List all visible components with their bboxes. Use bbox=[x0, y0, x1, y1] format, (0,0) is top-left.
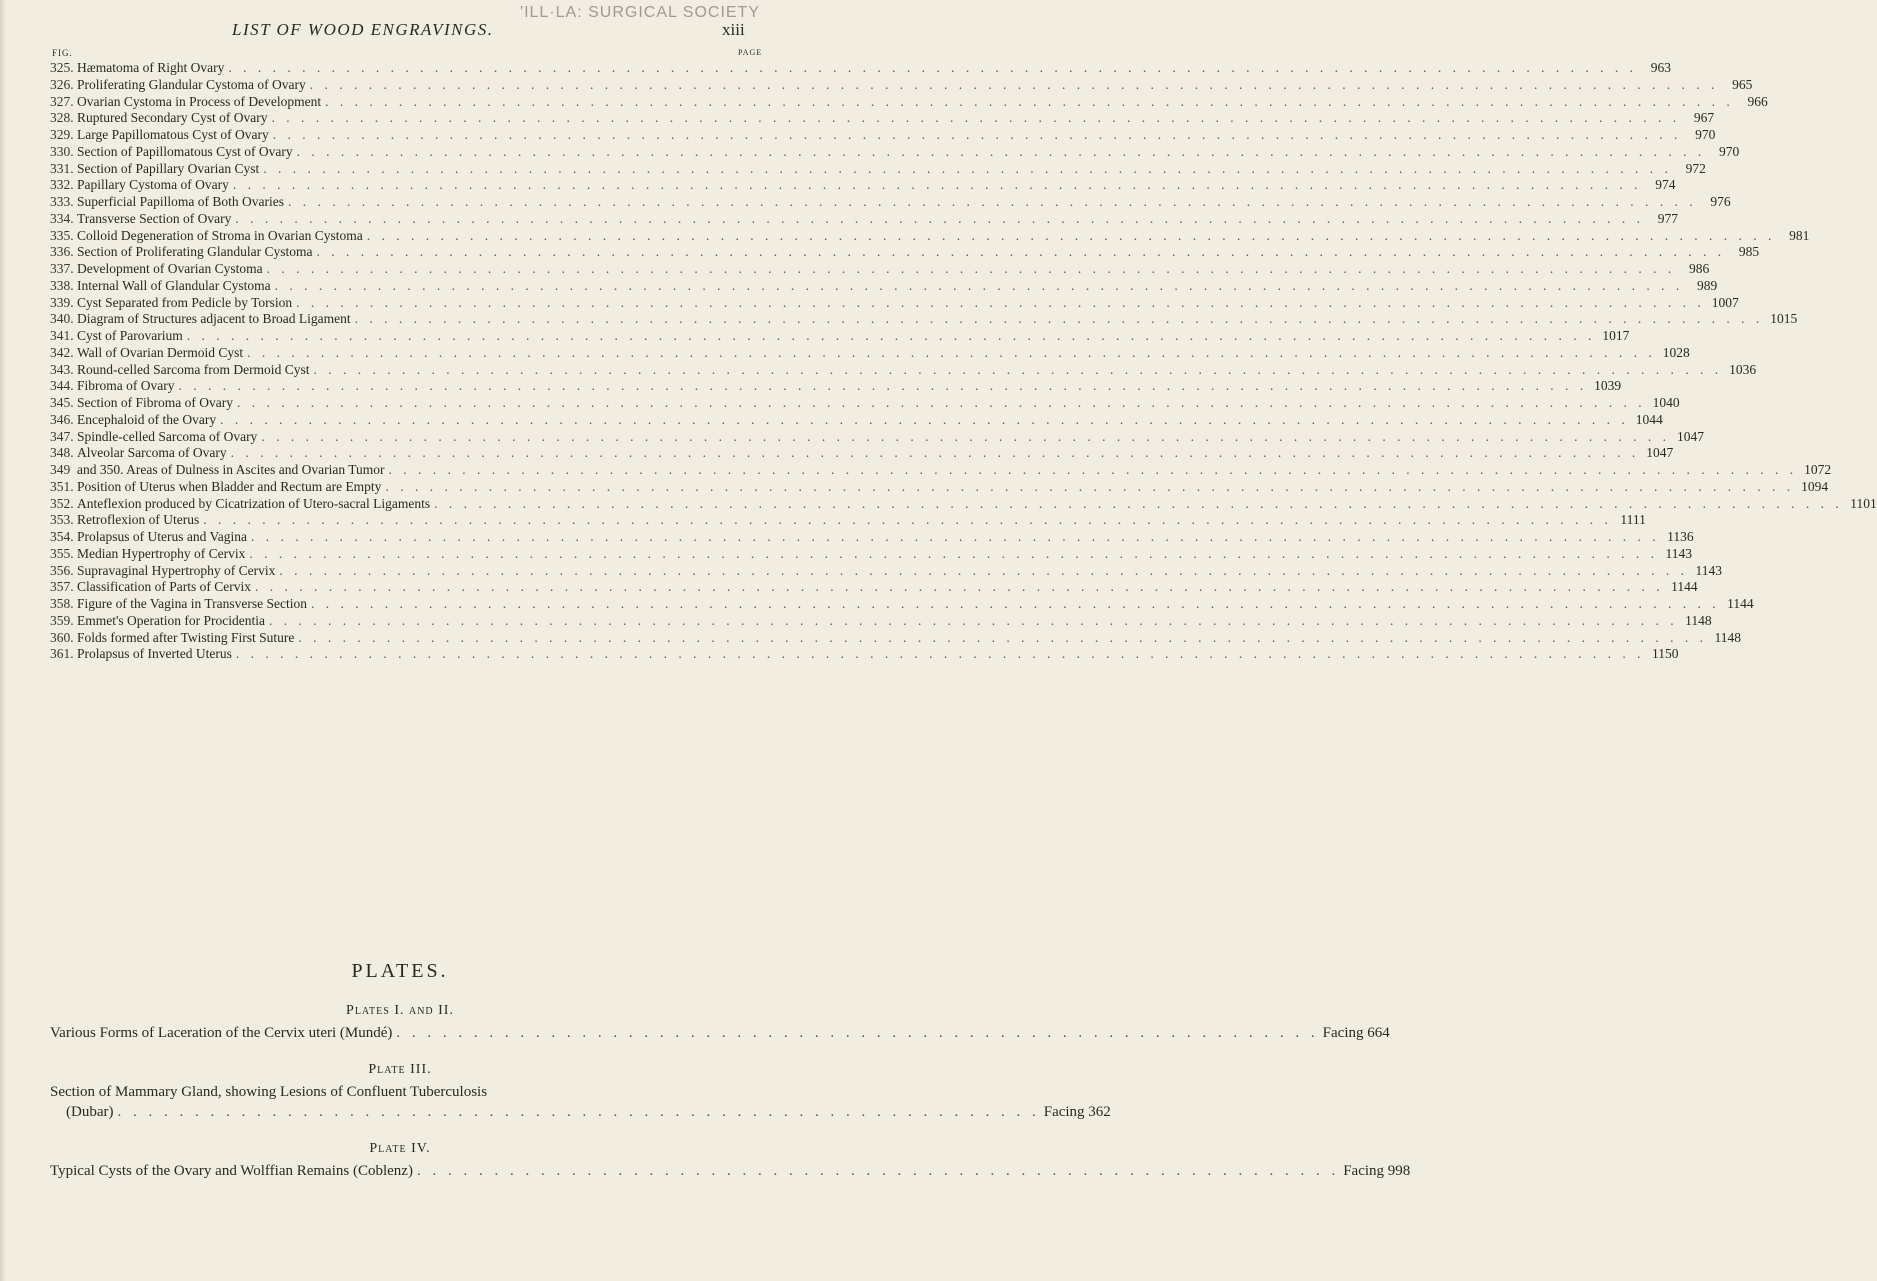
figure-page: 1072 bbox=[1804, 462, 1832, 477]
leader-dots bbox=[309, 362, 1722, 378]
figure-entry bbox=[50, 512, 1646, 529]
figure-title: Colloid Degeneration of Stroma in Ovarian Cystoma bbox=[77, 227, 363, 243]
figure-number: 344. bbox=[50, 378, 74, 394]
leader-dots bbox=[263, 261, 1676, 277]
figure-title: Development of Ovarian Cystoma bbox=[77, 261, 263, 276]
figure-title: Ruptured Secondary Cyst of Ovary bbox=[77, 110, 268, 126]
figure-title: Superficial Papilloma of Both Ovaries bbox=[77, 194, 284, 209]
plate-facing-page: Facing 362 bbox=[1043, 1104, 1111, 1120]
figure-title: Prolapsus of Uterus and Vagina bbox=[77, 529, 247, 544]
leader-dots bbox=[413, 1163, 1339, 1180]
figure-number: 361. bbox=[50, 646, 74, 662]
figure-page: 1148 bbox=[1714, 629, 1742, 645]
leader-dots bbox=[257, 429, 1670, 445]
figure-number: 337. bbox=[50, 261, 74, 276]
figure-entry bbox=[50, 244, 1760, 261]
figure-entry bbox=[50, 545, 1692, 563]
figure-number: 327. bbox=[50, 93, 74, 109]
figure-number: 338. bbox=[50, 277, 74, 293]
leader-dots bbox=[216, 412, 1629, 428]
leader-dots bbox=[384, 462, 1797, 478]
figure-entry bbox=[50, 93, 1768, 111]
plate-entry bbox=[50, 1084, 763, 1101]
figure-entry bbox=[50, 562, 1722, 580]
figure-title: Fibroma of Ovary bbox=[77, 378, 175, 394]
figure-title: Folds formed after Twisting First Suture bbox=[77, 629, 295, 645]
figure-number: 342. bbox=[50, 344, 74, 360]
figure-number: 331. bbox=[50, 160, 74, 176]
leader-dots bbox=[430, 496, 1843, 512]
figure-page: 1143 bbox=[1665, 545, 1692, 561]
figure-title: Supravaginal Hypertrophy of Cervix bbox=[77, 562, 276, 578]
figure-page: 1111 bbox=[1620, 512, 1646, 528]
figure-entry bbox=[50, 529, 1694, 546]
figure-title: Internal Wall of Glandular Cystoma bbox=[77, 277, 271, 293]
figure-number: 328. bbox=[50, 110, 74, 126]
figure-title: Cyst of Parovarium bbox=[77, 328, 183, 343]
figure-page: 1047 bbox=[1646, 445, 1674, 461]
figure-number: 325. bbox=[50, 60, 74, 75]
leader-dots bbox=[232, 646, 1645, 662]
figure-number: 360. bbox=[50, 629, 74, 645]
figure-title: Wall of Ovarian Dermoid Cyst bbox=[77, 344, 244, 360]
figure-entry bbox=[50, 210, 1678, 228]
figure-page: 1143 bbox=[1695, 562, 1722, 578]
figure-number: 335. bbox=[50, 227, 74, 243]
figure-entry bbox=[50, 60, 1671, 77]
leader-dots bbox=[293, 144, 1706, 160]
plate-heading: Plate III. bbox=[368, 1062, 432, 1077]
figure-title: Large Papillomatous Cyst of Ovary bbox=[77, 127, 269, 142]
figure-number: 349 bbox=[50, 462, 71, 477]
figure-title: Encephaloid of the Ovary bbox=[77, 411, 217, 427]
figure-title: Position of Uterus when Bladder and Rectum are Empty bbox=[77, 478, 382, 494]
figure-page: 981 bbox=[1789, 227, 1810, 243]
figure-title: Section of Papillomatous Cyst of Ovary bbox=[77, 143, 293, 159]
leader-dots bbox=[113, 1104, 1039, 1121]
figure-page: 970 bbox=[1718, 143, 1740, 159]
figure-entry bbox=[50, 478, 1829, 496]
leader-dots bbox=[292, 295, 1705, 311]
figure-entry bbox=[50, 378, 1622, 395]
figure-entry bbox=[50, 227, 1810, 245]
plate-facing-page: Facing 998 bbox=[1343, 1163, 1411, 1179]
figure-entry bbox=[50, 579, 1698, 596]
figure-entry bbox=[50, 462, 1832, 479]
figure-entry bbox=[50, 445, 1674, 462]
figure-page: 1015 bbox=[1770, 311, 1798, 327]
figure-entry bbox=[50, 361, 1757, 379]
figure-title: Median Hypertrophy of Cervix bbox=[77, 545, 246, 561]
figure-title: Figure of the Vagina in Transverse Section bbox=[77, 596, 307, 611]
figure-number: 332. bbox=[50, 177, 74, 193]
running-title: LIST OF WOOD ENGRAVINGS. bbox=[232, 20, 494, 39]
figure-title: Hæmatoma of Right Ovary bbox=[77, 60, 225, 75]
page-column-header: PAGE bbox=[738, 48, 763, 57]
figure-entry bbox=[50, 76, 1753, 94]
figure-entry bbox=[50, 110, 1715, 127]
leader-dots bbox=[307, 596, 1720, 612]
leader-dots bbox=[284, 194, 1697, 210]
leader-dots bbox=[233, 395, 1646, 411]
figure-number: 346. bbox=[50, 411, 74, 427]
figure-page: 974 bbox=[1655, 177, 1676, 193]
figure-page: 966 bbox=[1747, 93, 1768, 109]
page-edge-shadow bbox=[0, 0, 6, 1281]
figure-entry bbox=[50, 160, 1706, 178]
leader-dots bbox=[231, 211, 1644, 227]
figure-entry bbox=[50, 612, 1712, 630]
plate-facing-page: Facing 664 bbox=[1322, 1025, 1390, 1041]
figure-entry bbox=[50, 395, 1680, 412]
leader-dots bbox=[265, 613, 1678, 629]
leader-dots bbox=[271, 278, 1684, 294]
figure-entry bbox=[50, 194, 1731, 211]
leader-dots bbox=[267, 110, 1680, 126]
figure-entry bbox=[50, 596, 1754, 613]
figure-number: 357. bbox=[50, 579, 74, 595]
fig-column-header: FIG. bbox=[52, 48, 73, 58]
plate-heading: Plate IV. bbox=[369, 1141, 431, 1156]
figure-number: 347. bbox=[50, 428, 74, 444]
figure-entry bbox=[50, 629, 1742, 647]
figure-entry bbox=[50, 344, 1690, 362]
figure-entry bbox=[50, 311, 1798, 328]
figure-number: 334. bbox=[50, 210, 74, 226]
figure-title: Section of Papillary Ovarian Cyst bbox=[77, 160, 260, 176]
leader-dots bbox=[224, 60, 1637, 76]
figure-page: 965 bbox=[1732, 76, 1753, 92]
figure-title: Alveolar Sarcoma of Ovary bbox=[77, 445, 227, 461]
figure-entry bbox=[50, 127, 1716, 144]
figure-number: 348. bbox=[50, 445, 74, 461]
figure-entry bbox=[50, 495, 1877, 513]
leader-dots bbox=[351, 311, 1764, 327]
figure-number: 339. bbox=[50, 294, 74, 310]
figure-page: 1144 bbox=[1727, 596, 1754, 611]
figure-number: 354. bbox=[50, 529, 74, 544]
leader-dots bbox=[199, 512, 1612, 528]
figure-page: 977 bbox=[1657, 210, 1678, 226]
figure-title: Spindle-celled Sarcoma of Ovary bbox=[77, 428, 258, 444]
plate-description: Typical Cysts of the Ovary and Wolffian Remains (Coblenz) bbox=[50, 1163, 413, 1179]
figure-list bbox=[50, 60, 1877, 663]
figure-title: Proliferating Glandular Cystoma of Ovary bbox=[77, 76, 306, 92]
leader-dots bbox=[306, 77, 1719, 93]
figure-entry bbox=[50, 411, 1663, 429]
figure-page: 970 bbox=[1695, 127, 1716, 142]
figure-title: Ovarian Cystoma in Process of Development bbox=[77, 93, 322, 109]
figure-page: 972 bbox=[1685, 160, 1706, 176]
plate-entry bbox=[50, 1025, 1390, 1042]
leader-dots bbox=[243, 345, 1656, 361]
plate-entry bbox=[50, 1163, 1411, 1180]
figure-entry bbox=[50, 428, 1704, 446]
plate-heading: Plates I. and II. bbox=[346, 1003, 454, 1018]
leader-dots bbox=[229, 177, 1642, 193]
figure-number: 330. bbox=[50, 143, 74, 159]
figure-title: Cyst Separated from Pedicle by Torsion bbox=[77, 294, 293, 310]
leader-dots bbox=[312, 244, 1725, 260]
library-stamp: 'ILL·LA: SURGICAL SOCIETY bbox=[520, 4, 760, 21]
figure-number: 352. bbox=[50, 495, 74, 511]
figure-entry bbox=[50, 328, 1630, 345]
leader-dots bbox=[183, 328, 1596, 344]
figure-page: 976 bbox=[1710, 194, 1731, 209]
plate-entry-continuation bbox=[66, 1104, 1111, 1121]
figure-page: 989 bbox=[1697, 277, 1718, 293]
leader-dots bbox=[259, 161, 1672, 177]
figure-page: 1094 bbox=[1801, 478, 1829, 494]
figure-page: 1136 bbox=[1667, 529, 1694, 544]
figure-page: 1028 bbox=[1662, 344, 1690, 360]
figure-page: 963 bbox=[1650, 60, 1671, 75]
figure-page: 1036 bbox=[1729, 361, 1757, 377]
figure-title: Section of Fibroma of Ovary bbox=[77, 395, 233, 410]
leader-dots bbox=[275, 563, 1688, 579]
plate-description: Various Forms of Laceration of the Cervix uteri (Mundé) bbox=[50, 1025, 393, 1041]
leader-dots bbox=[392, 1025, 1318, 1042]
figure-number: 356. bbox=[50, 562, 74, 578]
figure-entry bbox=[50, 277, 1718, 295]
leader-dots bbox=[227, 445, 1640, 461]
figure-title: Round-celled Sarcoma from Dermoid Cyst bbox=[77, 361, 310, 377]
figure-number: 358. bbox=[50, 596, 74, 611]
figure-number: 355. bbox=[50, 545, 74, 561]
figure-page: 986 bbox=[1688, 261, 1710, 276]
figure-number: 336. bbox=[50, 244, 74, 260]
leader-dots bbox=[294, 630, 1707, 646]
figure-page: 1040 bbox=[1652, 395, 1680, 410]
leader-dots bbox=[381, 479, 1794, 495]
figure-title: Classification of Parts of Cervix bbox=[77, 579, 251, 595]
figure-number: 343. bbox=[50, 361, 74, 377]
figure-entry bbox=[50, 294, 1739, 312]
plates-title: PLATES. bbox=[351, 960, 449, 982]
figure-entry bbox=[50, 261, 1710, 278]
figure-number: 326. bbox=[50, 76, 74, 92]
figure-number: 351. bbox=[50, 478, 74, 494]
plate-description: Section of Mammary Gland, showing Lesions of Confluent Tuberculosis bbox=[50, 1084, 488, 1100]
leader-dots bbox=[251, 579, 1664, 595]
figure-title: Retroflexion of Uterus bbox=[77, 512, 200, 528]
figure-number: 345. bbox=[50, 395, 74, 410]
figure-entry bbox=[50, 143, 1740, 161]
figure-entry bbox=[50, 646, 1679, 663]
leader-dots bbox=[174, 378, 1587, 394]
leader-dots bbox=[321, 94, 1734, 110]
figure-number: 329. bbox=[50, 127, 74, 142]
figure-page: 1047 bbox=[1676, 428, 1704, 444]
figure-title: Emmet's Operation for Procidentia bbox=[77, 612, 266, 628]
figure-page: 985 bbox=[1738, 244, 1760, 260]
figure-number: 359. bbox=[50, 612, 74, 628]
figure-title: Anteflexion produced by Cicatrization of Utero-sacral Ligaments bbox=[77, 495, 431, 511]
figure-page: 1148 bbox=[1685, 612, 1712, 628]
figure-page: 1150 bbox=[1651, 646, 1679, 662]
leader-dots bbox=[269, 127, 1682, 143]
figure-title: Section of Proliferating Glandular Cystoma bbox=[77, 244, 313, 260]
figure-page: 1007 bbox=[1711, 294, 1739, 310]
figure-page: 1144 bbox=[1671, 579, 1698, 595]
figure-number: 353. bbox=[50, 512, 74, 528]
figure-title: Papillary Cystoma of Ovary bbox=[77, 177, 229, 193]
figure-page: 967 bbox=[1693, 110, 1715, 126]
figure-page: 1101 bbox=[1850, 495, 1877, 511]
plate-description-cont: (Dubar) bbox=[66, 1104, 114, 1120]
figure-page: 1044 bbox=[1635, 411, 1663, 427]
figure-page: 1017 bbox=[1602, 328, 1630, 343]
leader-dots bbox=[245, 546, 1658, 562]
leader-dots bbox=[247, 529, 1660, 545]
figure-title: Diagram of Structures adjacent to Broad Ligament bbox=[77, 311, 351, 327]
figure-number: 340. bbox=[50, 311, 74, 327]
figure-number: 341. bbox=[50, 328, 74, 343]
figure-title: and 350. Areas of Dulness in Ascites and Ovarian Tumor bbox=[77, 462, 385, 477]
page-number: xiii bbox=[722, 20, 745, 39]
leader-dots bbox=[363, 228, 1776, 244]
figure-title: Transverse Section of Ovary bbox=[77, 210, 232, 226]
figure-title: Prolapsus of Inverted Uterus bbox=[77, 646, 232, 662]
figure-entry bbox=[50, 177, 1676, 194]
figure-page: 1039 bbox=[1594, 378, 1622, 394]
figure-number: 333. bbox=[50, 194, 74, 209]
